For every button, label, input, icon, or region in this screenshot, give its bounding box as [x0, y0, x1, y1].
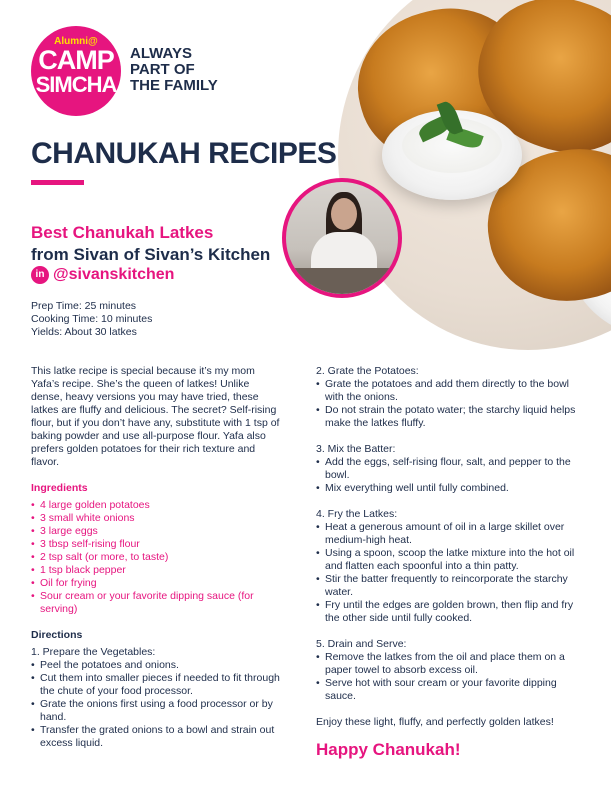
page-title: CHANUKAH RECIPES [31, 137, 337, 170]
tagline-line: ALWAYS [130, 45, 192, 62]
direction-step-1 [31, 646, 281, 750]
ingredient-item: • 2 tsp salt (or more, to taste) [31, 551, 281, 564]
direction-step-3 [316, 443, 578, 495]
step-item: • Cut them into smaller pieces if needed to fit through the chute of your food processor. [31, 672, 281, 698]
step-title: 2. Grate the Potatoes: [316, 365, 419, 377]
step-list [316, 456, 578, 495]
step-item: • Remove the latkes from the oil and place them on a paper towel to absorb excess oil. [316, 651, 578, 677]
step-item: • Serve hot with sour cream or your favorite dipping sauce. [316, 677, 578, 703]
step-list [316, 378, 578, 430]
portrait-face [331, 198, 357, 230]
ingredient-item: • 1 tsp black pepper [31, 564, 281, 577]
portrait-counter [286, 268, 402, 298]
intro-paragraph: This latke recipe is special because it’s my mom Yafa’s recipe. She’s the queen of latkes! Unlike dense, heavy versions you may have tried, these latkes are fluffy and delicious. The secret? Self-rising flour, but if you don’t have any, substitute with 1 tsp of baking powder and use all-purpose flour. Yafa also prefers golden potatoes for their rich texture and flavor. [31, 365, 280, 468]
right-column [316, 365, 578, 759]
ingredient-item: • 3 tbsp self-rising flour [31, 538, 281, 551]
directions-heading: Directions [31, 629, 83, 641]
ingredients-list [31, 499, 281, 616]
ingredient-item: • 3 large eggs [31, 525, 281, 538]
step-item: • Do not strain the potato water; the starchy liquid helps make the latkes fluffy. [316, 404, 578, 430]
step-item: • Grate the onions first using a food processor or by hand. [31, 698, 281, 724]
step-item: • Transfer the grated onions to a bowl and strain out excess liquid. [31, 724, 281, 750]
social-handle[interactable] [31, 266, 174, 284]
recipe-title-line-2: from Sivan of Sivan’s Kitchen [31, 245, 271, 264]
step-list [316, 651, 578, 703]
ingredient-item: • 3 small white onions [31, 512, 281, 525]
step-item: • Peel the potatoes and onions. [31, 659, 281, 672]
ingredient-item: • Sour cream or your favorite dipping sauce (for serving) [31, 590, 281, 616]
step-item: • Heat a generous amount of oil in a large skillet over medium-high heat. [316, 521, 578, 547]
prep-time: Prep Time: 25 minutes [31, 300, 137, 312]
step-title: 5. Drain and Serve: [316, 638, 407, 650]
latkes-photo [338, 0, 611, 350]
chef-portrait [282, 178, 402, 298]
step-item: • Stir the batter frequently to reincorporate the starchy water. [316, 573, 578, 599]
tagline-line: THE FAMILY [130, 77, 218, 94]
cook-time: Cooking Time: 10 minutes [31, 313, 153, 325]
step-item: • Grate the potatoes and add them directly to the bowl with the onions. [316, 378, 578, 404]
social-handle-text[interactable]: @sivanskitchen [53, 266, 175, 283]
direction-step-4 [316, 508, 578, 625]
linkedin-icon: in [31, 266, 49, 284]
logo-alumni-text: Alumni@ [54, 36, 98, 47]
yields: Yields: About 30 latkes [31, 326, 137, 338]
step-list [31, 659, 281, 750]
title-underline [31, 180, 84, 185]
step-item: • Add the eggs, self-rising flour, salt, and pepper to the bowl. [316, 456, 578, 482]
sign-off: Happy Chanukah! [316, 740, 461, 759]
ingredients-heading: Ingredients [31, 482, 88, 494]
logo-camp-text: CAMP [38, 45, 114, 75]
camp-simcha-logo [31, 26, 121, 116]
left-column [31, 365, 281, 763]
logo-tagline [130, 46, 218, 94]
closing-paragraph: Enjoy these light, fluffy, and perfectly golden latkes! [316, 716, 554, 728]
direction-step-5 [316, 638, 578, 703]
step-title: 4. Fry the Latkes: [316, 508, 398, 520]
ingredient-item: • 4 large golden potatoes [31, 499, 281, 512]
recipe-title [31, 222, 270, 266]
tagline-line: PART OF [130, 61, 195, 78]
recipe-title-line-1: Best Chanukah Latkes [31, 223, 214, 242]
step-title: 3. Mix the Batter: [316, 443, 396, 455]
direction-step-2 [316, 365, 578, 430]
step-item: • Mix everything well until fully combined. [316, 482, 578, 495]
step-title: 1. Prepare the Vegetables: [31, 646, 156, 658]
step-list [316, 521, 578, 625]
step-item: • Fry until the edges are golden brown, then flip and fry the other side until fully cooked. [316, 599, 578, 625]
logo-simcha-text: SIMCHA [35, 72, 117, 97]
ingredient-item: • Oil for frying [31, 577, 281, 590]
step-item: • Using a spoon, scoop the latke mixture into the hot oil and flatten each spoonful into a thin patty. [316, 547, 578, 573]
recipe-times [31, 300, 152, 339]
